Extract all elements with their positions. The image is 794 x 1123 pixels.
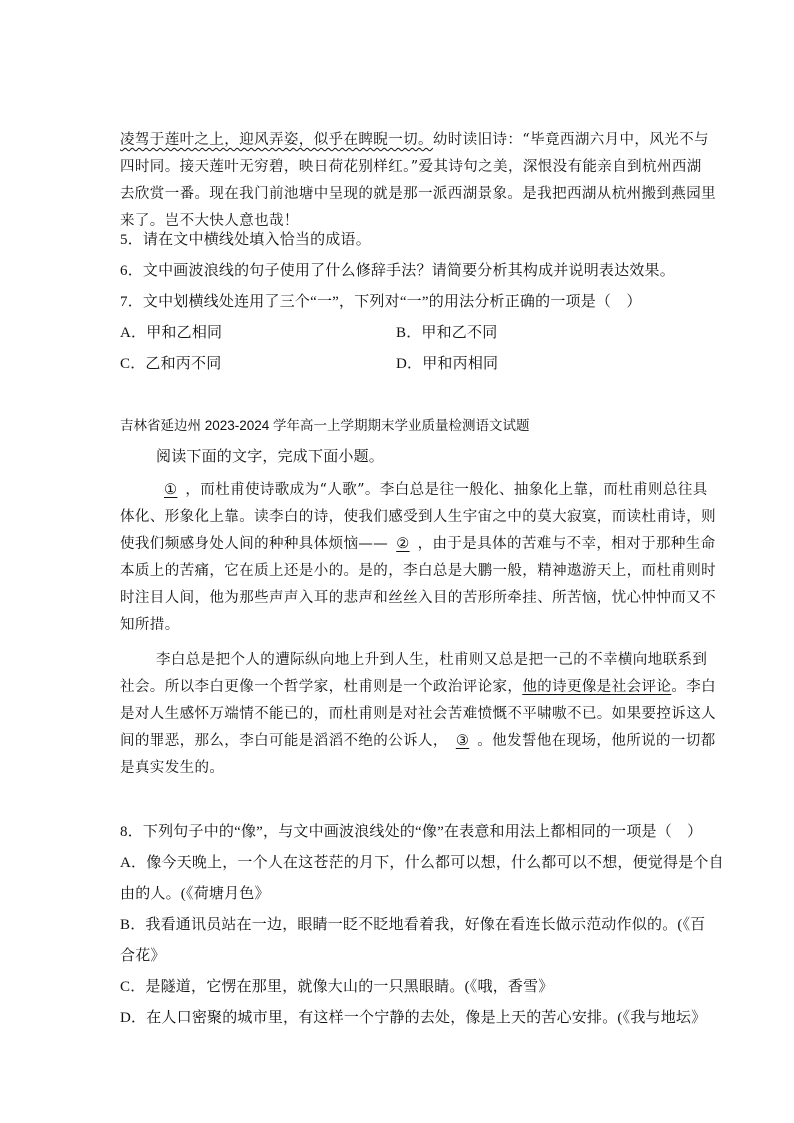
passage-a-line-3: 去欣赏一番。现在我门前池塘中呈现的就是那一派西湖景象。是我把西湖从杭州搬到燕园里 [120,186,716,202]
option-b-line-1: B．我看通讯员站在一边，眼睛一眨不眨地看着我，好像在看连长做示范动作似的。(《百 [120,917,706,933]
question-6: 6．文中画波浪线的句子使用了什么修辞手法？请简要分析其构成并说明表达效果。 [120,263,675,279]
passage-b-p2-line-2-pre: 社会。所以李白更像一个哲学家，杜甫则是一个政治评论家， [120,679,523,695]
passage-b-p1-line-4: 本质上的苦痛，它在质上还是小的。是的，李白总是大鹏一般，精神遨游天上，而杜甫则时 [120,563,716,579]
passage-a-line-2: 四时同。接天莲叶无穷碧，映日荷花别样红。”爱其诗句之美，深恨没有能亲自到杭州西湖 [120,159,702,175]
option-a: A．甲和乙相同 [120,325,223,341]
passage-b-p1-line-3 [120,532,716,553]
passage-a-line-1 [120,128,709,149]
option-a-line-1: A．像今天晚上，一个人在这苍茫的月下，什么都可以想，什么都可以不想，便觉得是个自 [120,855,724,871]
passage-b-p1-line-3-pre: 使我们频感身处人间的种种具体烦恼—— [120,536,389,552]
passage-b-p2-line-3: 是对人生感怀万端情不能已的，而杜甫则是对社会苦难愤慨不平啸嗷不已。如果要控诉这人 [120,706,716,722]
passage-b-p2-line-2-post: 。李白 [671,679,717,695]
passage-b-p2-line-4-post: 。他发誓他在现场，他所说的一切都 [477,733,716,749]
instruction: 阅读下面的文字，完成下面小题。 [156,449,385,465]
passage-b-p1-line-2: 体化、形象化上靠。读李白的诗，使我们感受到人生宇宙之中的莫大寂寞，而读杜甫诗，则 [120,509,716,525]
blank-1[interactable]: ① [164,482,178,498]
blank-3[interactable]: ③ [455,733,470,749]
passage-b-p2-line-4-pre: 间的罪恶，那么，李白可能是滔滔不绝的公诉人， [120,733,448,749]
question-7-options-row-1 [120,321,676,342]
option-d: D．在人口密聚的城市里，有这样一个宁静的去处，像是上天的苦心安排。(《我与地坛》 [120,1010,707,1026]
passage-b-p2-line-1: 李白总是把个人的遭际纵向地上升到人生，杜甫则又总是把一己的不幸横向地联系到 [156,652,708,668]
passage-b-p1-line-1 [156,478,708,499]
passage-b-p2-line-2 [120,675,716,696]
passage-b-p1-line-1-rest: ，而杜甫使诗歌成为“人歌”。李白总是往一般化、抽象化上靠，而杜甫则总往具 [185,482,708,498]
passage-b-p1-line-3-post: ，由于是具体的苦难与不幸，相对于那种生命 [417,536,716,552]
source-title: 吉林省延边州 2023-2024 学年高一上学期期末学业质量检测语文试题 [120,418,530,433]
blank-2[interactable]: ② [396,536,410,552]
option-c: C．乙和丙不同 [120,356,222,372]
passage-a-line-4: 来了。岂不大快人意也哉！ [120,213,299,229]
option-b: B．甲和乙不同 [396,325,498,341]
option-d: D．甲和丙相同 [396,356,499,372]
question-7-options-row-2 [120,352,676,373]
passage-b-p1-line-5: 时注目人间，他为那些声声入耳的悲声和丝丝入目的苦形所牵挂、所苦恼，忧心忡忡而又不 [120,590,716,606]
passage-a [120,128,716,229]
questions-a [120,228,676,372]
instruction-block [120,445,676,467]
option-b-line-2: 合花》 [120,948,166,964]
option-a-line-2: 由的人。(《荷塘月色》 [120,886,270,902]
option-c: C．是隧道，它愣在那里，就像大山的一只黑眼睛。(《哦，香雪》 [120,979,554,995]
underlined-sentence: 他的诗更像是社会评论 [522,679,672,695]
wavy-underlined-sentence: 凌驾于莲叶之上，迎风弄姿，似乎在睥睨一切。 [120,132,433,148]
question-5: 5．请在文中横线处填入恰当的成语。 [120,232,371,248]
passage-b-p1-line-6: 知所措。 [120,617,180,633]
passage-b-p2-line-5: 是真实发生的。 [120,760,225,776]
passage-b-p2-line-4 [120,729,716,750]
question-7: 7．文中划横线处连用了三个“一”，下列对“一”的用法分析正确的一项是（ ） [120,294,642,310]
passage-b [120,478,717,808]
questions-b [120,820,724,1040]
question-8: 8．下列句子中的“像”，与文中画波浪线处的“像”在表意和用法上都相同的一项是（ ） [120,824,703,840]
passage-a-line-1-rest: 幼时读旧诗：“毕竟西湖六月中，风光不与 [432,132,709,148]
